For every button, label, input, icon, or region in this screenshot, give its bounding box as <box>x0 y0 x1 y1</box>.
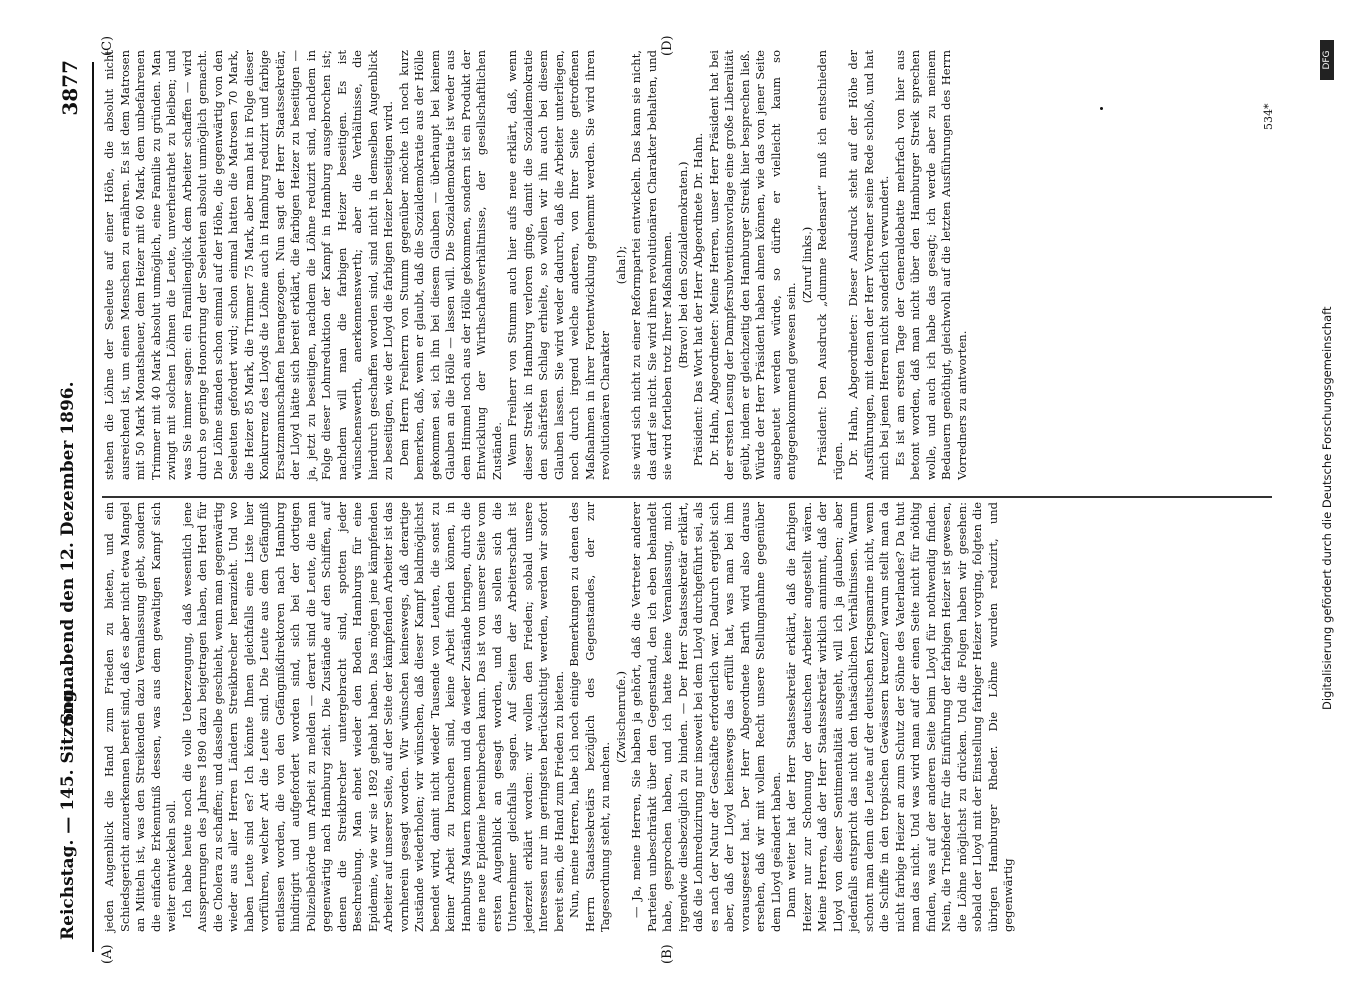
interjection: (Bravo! bei den Sozialdemokraten.) <box>675 161 690 369</box>
speaker-paragraph: Dr. Hahn, Abgeordneter: Dieser Ausdruck steht auf der Höhe der Ausführungen, mit denen der Herr Vorredner seine Rede schloß, und hat mich bei jenen Herren nicht sonderlich verwundert. <box>846 50 891 480</box>
interjection: (Zuruf links.) <box>799 226 814 304</box>
text-column-left <box>102 502 1017 932</box>
header-session: Reichstag. — 145. Sitzung. <box>58 684 78 940</box>
paragraph: Es ist am ersten Tage der Generaldebatte mehrfach von hier aus betont worden, daß man nicht über den Hamburger Streik sprechen wolle, und auch ich habe das gesagt; ich werde aber zu meinem Bedauern genöthigt, gleichwohl auf die letzten Ausführungen des Herrn Vorredners zu antworten. <box>892 50 969 480</box>
paragraph: jeden Augenblick die Hand zum Frieden zu bieten, und ein Schiedsgericht anzuerkennen bereit sind, daß es aber nicht etwa Mangel an Mitteln ist, was den Streikenden dazu Veranlassung giebt, sondern die einfache Erkenntniß dessen, was aus dem gewaltigen Kampf sich weiter entwickeln soll. <box>102 502 178 932</box>
paragraph: sie wird sich nicht zu einer Reformpartei entwickeln. Das kann sie nicht, das darf sie nicht. Sie wird ihren revolutionären Charakter behalten, und sie wird fortleben trotz Ihrer Maßnahmen. <box>629 50 674 480</box>
paragraph: Wenn Freiherr von Stumm auch hier aufs neue erklärt, daß, wenn dieser Streik in Hamburg verloren ginge, damit die Sozialdemokratie den schärfsten Schlag erhielte, so wollen wir ihn auch bei diesem Glauben lassen. Sie wird weder dadurch, daß die Arbeiter unterliegen, noch durch irgend welche anderen, von Ihrer Seite getroffenen Maßnahmen in ihrer Fortentwicklung gehemmt werden. Sie wird ihren revolutionären Charakter <box>505 50 612 480</box>
paragraph: Nun, meine Herren, habe ich noch einige Bemerkungen zu denen des Herrn Staatssekretärs bezüglich des Gegenstandes, der zur Tagesordnung steht, zu machen. <box>567 502 612 932</box>
paragraph: Ich habe heute noch die volle Ueberzeugung, daß wesentlich jene Aussperrungen des Jahres 1890 dazu beigetragen haben, den Herd für die Cholera zu schaffen; und dasselbe geschieht, wenn man gegenwärtig wieder aus aller Herren Ländern Streikbrecher heranzieht. Und wo haben Leute sind es? Ich könnte Ihnen gleichfalls eine Liste hier vorführen, welcher Art die Leute sind. Die Leute aus dem Gefängniß entlassen worden, die von den Gefängnißdirektoren nach Hamburg hindirigirt und aufgefordert worden sind, sich bei der dortigen Polizeibehörde um Arbeit zu melden — derart sind die Leute, die man gegenwärtig nach Hamburg zieht. Die Zustände auf den Schiffen, auf denen die Streikbrecher untergebracht sind, spotten jeder Beschreibung. Man ebnet wieder den Boden Hamburgs für eine Epidemie, wie wir sie 1892 gehabt haben. Das mögen jene kämpfenden Arbeiter auf unserer Seite, auf der Seite der kämpfenden Arbeiter ist das vornherein gesagt worden. Wir wünschen keineswegs, daß derartige Zustände wiederholen; wir wünschen, daß dieser Kampf baldmöglichst beendet wird, damit nicht wieder Tausende von Leuten, die sonst zu keiner Arbeit zu brauchen sind, keine Arbeit finden können, in Hamburgs Mauern kommen und da wieder Zustände bringen, durch die eine neue Epidemie hereinbrechen kann. Das ist von unserer Seite vom ersten Augenblick an gesagt worden, und das sollen sich die Unternehmer gleichfalls sagen. Auf Seiten der Arbeiterschaft ist jederzeit erklärt worden: wir wollen den Frieden; sobald unsere Interessen nur im geringsten berücksichtigt werden, werden wir sofort bereit sein, die Hand zum Frieden zu bieten. <box>179 502 566 932</box>
signature-mark: 534* <box>1262 103 1275 130</box>
speaker-paragraph: Dr. Hahn, Abgeordneter: Meine Herren, unser Herr Präsident hat bei der ersten Lesung der Dampfersubventionsvorlage eine große Liberalität geübt, indem er gleichzeitig den Hamburger Streik hier besprechen ließ. Würde der Herr Präsident haben ahnen können, wie das von jener Seite ausgebeutet werden würde, so dürfte er vielleicht kaum so entgegenkommend gewesen sein. <box>706 50 798 480</box>
paragraph: — Ja, meine Herren, Sie haben ja gehört, daß die Vertreter anderer Parteien unbeschränkt über den Gegenstand, den ich eben behandelt habe, gesprochen haben, und ich hatte keine Veranlassung, mich irgendwie diesbezüglich zu binden. — Der Herr Staatssekretär erklärt, daß die Lohnreduzirung nur insoweit bei dem Lloyd durchgeführt sei, als es nach der Natur der Geschäfte erforderlich war. Dadurch ergiebt sich aber, daß der Lloyd keineswegs das erfüllt hat, was man bei ihm vorausgesetzt hat. Der Herr Abgeordnete Barth wird also daraus ersehen, daß wir mit vollem Recht unsere Stellungnahme gegenüber dem Lloyd geändert haben. <box>629 502 783 932</box>
speck <box>1100 107 1103 110</box>
text-column-right <box>102 50 970 480</box>
margin-mark-d: (D) <box>660 35 675 56</box>
dfg-logo: DFG <box>1320 40 1334 80</box>
page-number: 3877 <box>58 60 82 116</box>
column-divider <box>102 497 1272 499</box>
margin-mark-a: (A) <box>100 944 115 964</box>
speaker-paragraph: Präsident: Den Ausdruck „dumme Redensart“ muß ich entschieden rügen. <box>815 50 845 480</box>
header-rule <box>92 62 94 952</box>
funding-credit: Digitalisierung gefördert durch die Deutsche Forschungsgemeinschaft <box>1320 306 1334 710</box>
speaker-paragraph: Präsident: Das Wort hat der Herr Abgeordnete Dr. Hahn. <box>691 132 705 466</box>
paragraph: stehen die Löhne der Seeleute auf einer Höhe, die absolut nicht ausreichend ist, um einen Menschen zu ernähren. Es ist dem Matrosen mit 50 Mark Monatsheuer, dem Heizer mit 60 Mark, dem unbefahrenen Trimmer mit 40 Mark absolut unmöglich, eine Familie zu gründen. Man zwingt mit solchen Löhnen die Leute, unverheirathet zu bleiben; und was Sie immer sagen: ein Familienglück dem Arbeiter schaffen — wird durch so geringe Honorirung der Seeleuten absolut unmöglich gemacht. Die Löhne standen schon einmal auf der Höhe, die gegenwärtig von den Seeleuten gefordert wird; schon einmal hatten die Matrosen 70 Mark, die Heizer 85 Mark, die Trimmer 75 Mark, aber man hat in Folge dieser Konkurrenz des Lloyds die Löhne auch in Hamburg reduzirt und farbige Ersatzmannschaften herangezogen. Nun sagt der Herr Staatssekretär, der Lloyd hätte sich bereit erklärt, die farbigen Heizer zu beseitigen — ja, jetzt zu beseitigen, nachdem die Löhne reduzirt sind, nachdem in Folge dieser Lohnreduktion der Kampf in Hamburg ausgebrochen ist; nachdem will man die farbigen Heizer beseitigen. Es ist wünschenswerth, anerkennenswerth; aber die Verhältnisse, die hierdurch geschaffen worden sind, sind nicht in demselben Augenblick zu beseitigen, wie der Lloyd die farbigen Heizer beseitigen wird. <box>102 50 395 480</box>
running-header <box>58 60 88 940</box>
margin-mark-b: (B) <box>660 944 675 964</box>
paragraph: Dem Herrn Freiherrn von Stumm gegenüber möchte ich noch kurz bemerken, daß, wenn er glaubt, daß die Sozialdemokratie aus der Hölle gekommen sei, ich ihn bei diesem Glauben — überhaupt bei keinem Glauben an die Hölle — lassen will. Die Sozialdemokratie ist weder aus dem Himmel noch aus der Hölle gekommen, sondern ist ein Produkt der Entwicklung der Wirthschaftsverhältnisse, der gesellschaftlichen Zustände. <box>396 50 504 480</box>
header-date: Sonnabend den 12. Dezember 1896. <box>58 381 78 725</box>
margin-mark-c: (C) <box>100 35 115 56</box>
paragraph: Dann weiter hat der Herr Staatssekretär erklärt, daß die farbigen Heizer nur zur Schonung der deutschen Arbeiter angestellt wären. Meine Herren, daß der Herr Staatssekretär wirklich annimmt, daß der Lloyd von dieser Sentimentalität ausgeht, will ich ja glauben; aber jedenfalls entspricht das nicht den thatsächlichen Verhältnissen. Warum schont man denn die Leute auf der deutschen Kriegsmarine nicht, wenn die Schiffe in den tropischen Gewässern kreuzen? warum stellt man da nicht farbige Heizer an zum Schutz der Söhne des Vaterlandes? Da thut man das nicht. Und was wird man auf der einen Seite nicht für nöthig finden, was auf der anderen Seite beim Lloyd für nothwendig finden. Nein, die Triebfeder für die Einführung der farbigen Heizer ist gewesen, die Löhne möglichst zu drücken. Und die Folgen haben wir gesehen: sobald der Lloyd mit der Einstellung farbiger Heizer vorging, folgten die übrigen Hamburger Rheder. Die Löhne wurden reduzirt, und gegenwärtig <box>784 502 1015 932</box>
interjection: (aha!); <box>613 245 628 285</box>
interjection: (Zwischenrufe.) <box>613 670 628 764</box>
